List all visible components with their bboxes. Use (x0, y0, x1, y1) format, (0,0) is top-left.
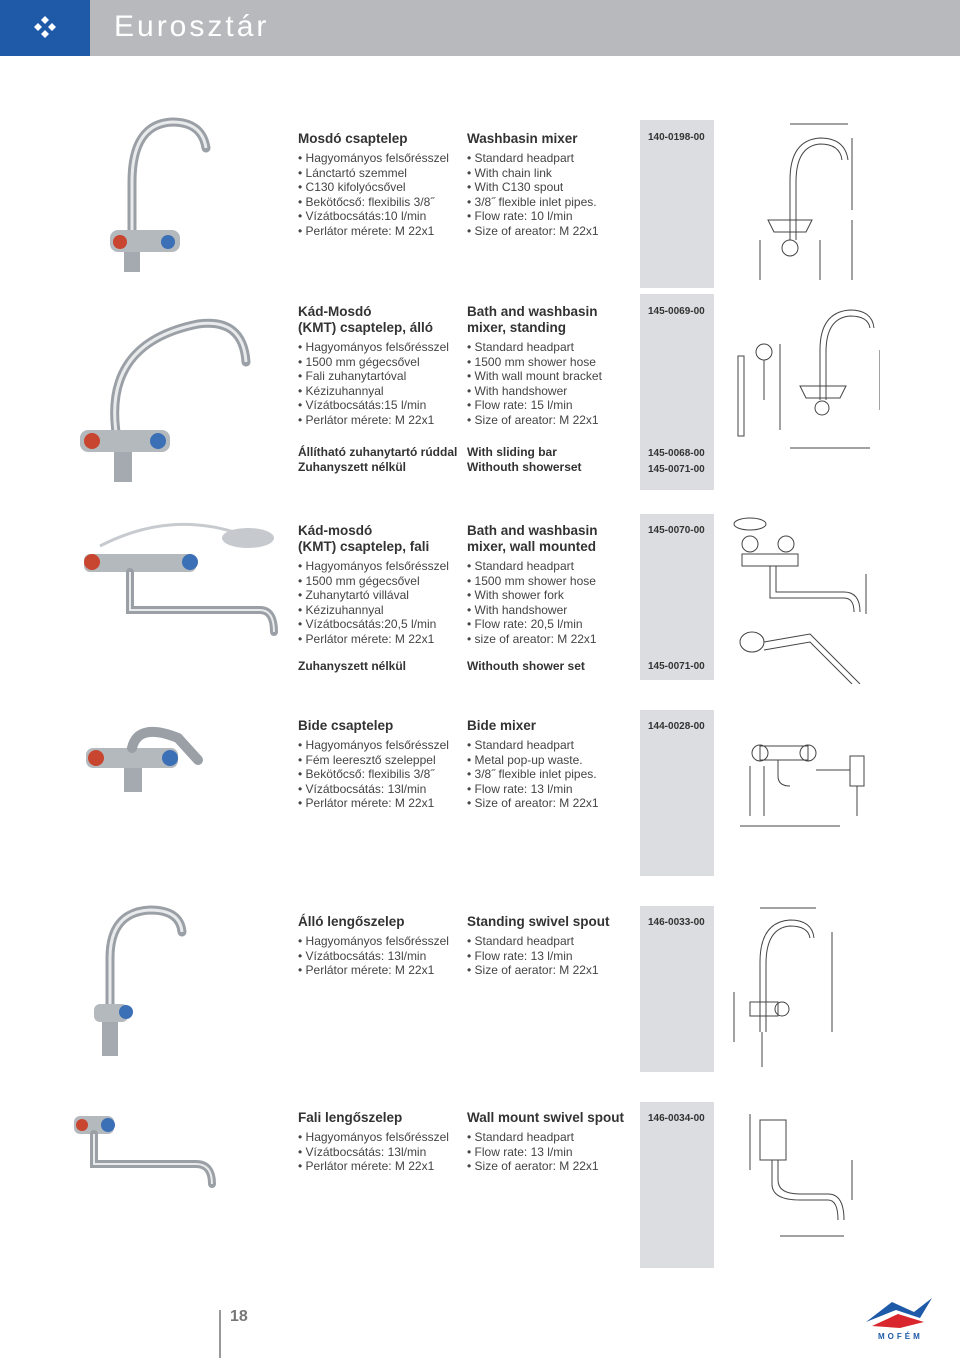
list-item: • Standard headpart (467, 934, 574, 948)
list-item: • Bekötőcső: flexibilis 3/8˝ (298, 767, 435, 782)
list-item: • Fém leeresztő szeleppel (298, 752, 436, 767)
list-item: • Metal pop-up waste. (467, 752, 583, 767)
list-item: • Standard headpart (467, 340, 574, 354)
list-item: • With handshower (467, 602, 568, 617)
header-logo (0, 0, 90, 56)
product-title-en-line2: mixer, standing (467, 320, 567, 335)
technical-drawing (720, 716, 890, 846)
list-item: • Kézizuhannyal (298, 383, 384, 398)
product-title-hu-line2: (KMT) csaptelep, álló (298, 320, 434, 335)
product-code: 146-0034-00 (648, 1113, 705, 1124)
product-title-hu-line2: (KMT) csaptelep, fali (298, 539, 430, 554)
page-header (0, 0, 960, 56)
list-item: • Hagyományos felsőrésszel (298, 340, 449, 354)
product-code: 145-0068-00 (648, 448, 705, 459)
list-item: • Flow rate: 13 l/min (467, 781, 573, 796)
technical-drawing (720, 1100, 860, 1250)
product-code: 145-0071-00 (648, 661, 705, 672)
list-item: • With handshower (467, 383, 568, 398)
list-item: • Perlátor mérete: M 22x1 (298, 796, 435, 811)
variant-label: Withouth shower set (467, 659, 585, 673)
list-item: • Vízátbocsátás: 13l/min (298, 1144, 427, 1159)
product-5-en (467, 914, 637, 978)
product-6-hu (298, 1110, 463, 1174)
list-item: • Standard headpart (467, 151, 574, 165)
list-item: • Vízátbocsátás: 13l/min (298, 948, 427, 963)
list-item: • Perlátor mérete: M 22x1 (298, 963, 435, 978)
product-title-hu: Bide csaptelep (298, 718, 394, 733)
list-item: • Size of aerator: M 22x1 (467, 963, 599, 978)
list-item: • Flow rate: 10 l/min (467, 209, 573, 224)
list-item: • Hagyományos felsőrésszel (298, 1130, 449, 1144)
technical-drawing (720, 120, 860, 290)
product-title-en: Bide mixer (467, 718, 537, 733)
list-item: • Hagyományos felsőrésszel (298, 151, 449, 165)
product-title-en: Bath and washbasin (467, 523, 598, 538)
product-title-en: Bath and washbasin (467, 304, 598, 319)
code-panel (640, 120, 714, 288)
list-item: • Hagyományos felsőrésszel (298, 738, 449, 752)
variant-label: With sliding bar (467, 445, 557, 459)
list-item: • 1500 mm shower hose (467, 354, 596, 369)
page-number-divider (219, 1310, 221, 1358)
list-item: • C130 kifolyócsővel (298, 180, 406, 195)
list-item: • Size of areator: M 22x1 (467, 223, 599, 238)
product-title-hu: Mosdó csaptelep (298, 131, 408, 146)
product-title-en: Wall mount swivel spout (467, 1110, 625, 1125)
code-panel (640, 710, 714, 876)
technical-drawing (720, 514, 880, 684)
list-item: • Size of aerator: M 22x1 (467, 1159, 599, 1174)
list-item: • With chain link (467, 165, 552, 180)
product-title-en-line2: mixer, wall mounted (467, 539, 597, 554)
list-item: • Zuhanytartó villával (298, 588, 409, 603)
list-item: • 1500 mm gégecsővel (298, 573, 420, 588)
list-item: • Perlátor mérete: M 22x1 (298, 631, 435, 646)
product-2-en (467, 304, 637, 428)
list-item: • 3/8˝ flexible inlet pipes. (467, 194, 597, 209)
product-code: 145-0070-00 (648, 525, 705, 536)
product-code: 145-0069-00 (648, 306, 705, 317)
product-6-en (467, 1110, 637, 1174)
product-4-hu (298, 718, 463, 811)
list-item: • Size of areator: M 22x1 (467, 796, 599, 811)
code-panel (640, 294, 714, 490)
page-number: 18 (230, 1308, 248, 1325)
list-item: • Hagyományos felsőrésszel (298, 934, 449, 948)
product-photo-standing-swivel-spout (70, 898, 200, 1066)
list-item: • Size of areator: M 22x1 (467, 412, 599, 427)
product-title-hu: Álló lengőszelep (298, 914, 405, 929)
product-code: 140-0198-00 (648, 132, 705, 143)
list-item: • Vízátbocsátás:10 l/min (298, 209, 427, 224)
list-item: • Vízátbocsátás: 13l/min (298, 781, 427, 796)
diamond-cluster-icon (34, 16, 56, 38)
list-item: • With wall mount bracket (467, 369, 602, 384)
list-item: • Flow rate: 13 l/min (467, 948, 573, 963)
page-title: Eurosztár (114, 10, 270, 43)
product-3-hu (298, 523, 463, 647)
list-item: • Perlátor mérete: M 22x1 (298, 1159, 435, 1174)
product-title-hu: Kád-mosdó (298, 523, 373, 538)
product-photo-wall-swivel-spout (66, 1096, 226, 1200)
list-item: • Flow rate: 13 l/min (467, 1144, 573, 1159)
list-item: • Flow rate: 15 l/min (467, 398, 573, 413)
product-2-hu (298, 304, 463, 428)
code-panel (640, 1102, 714, 1268)
product-title-hu: Fali lengőszelep (298, 1110, 403, 1125)
list-item: • Standard headpart (467, 1130, 574, 1144)
product-1-en (467, 131, 637, 239)
product-photo-bide-mixer (78, 708, 208, 800)
product-code: 144-0028-00 (648, 721, 705, 732)
list-item: • 1500 mm shower hose (467, 573, 596, 588)
technical-drawing (720, 300, 880, 465)
code-panel (640, 906, 714, 1072)
technical-drawing (720, 902, 850, 1077)
code-panel (640, 514, 714, 680)
product-title-en: Washbasin mixer (467, 131, 578, 146)
variant-label: Állítható zuhanytartó rúddal (298, 445, 458, 459)
variant-label: Withouth showerset (467, 460, 582, 474)
list-item: • Hagyományos felsőrésszel (298, 559, 449, 573)
brand-logo (862, 1292, 934, 1347)
list-item: • Fali zuhanytartóval (298, 369, 407, 384)
variant-label: Zuhanyszett nélkül (298, 659, 407, 673)
list-item: • Vízátbocsátás:15 l/min (298, 398, 427, 413)
product-5-hu (298, 914, 463, 978)
variant-label: Zuhanyszett nélkül (298, 460, 407, 474)
list-item: • Perlátor mérete: M 22x1 (298, 412, 435, 427)
list-item: • Standard headpart (467, 559, 574, 573)
product-3-en (467, 523, 637, 647)
list-item: • Standard headpart (467, 738, 574, 752)
list-item: • Bekötőcső: flexibilis 3/8˝ (298, 194, 435, 209)
list-item: • With shower fork (467, 588, 564, 603)
list-item: • 1500 mm gégecsővel (298, 354, 420, 369)
product-photo-bath-mixer-wall (60, 506, 286, 654)
list-item: • Vízátbocsátás:20,5 l/min (298, 617, 437, 632)
product-title-en: Standing swivel spout (467, 914, 610, 929)
product-code: 145-0071-00 (648, 464, 705, 475)
product-code: 146-0033-00 (648, 917, 705, 928)
product-photo-bath-mixer-standing (58, 304, 254, 492)
list-item: • Flow rate: 20,5 l/min (467, 617, 583, 632)
brand-name: MOFÉM (878, 1332, 923, 1341)
list-item: • Perlátor mérete: M 22x1 (298, 223, 435, 238)
list-item: • Lánctartó szemmel (298, 165, 407, 180)
list-item: • With C130 spout (467, 180, 564, 195)
product-photo-washbasin-mixer (92, 112, 216, 280)
product-4-en (467, 718, 637, 811)
list-item: • Kézizuhannyal (298, 602, 384, 617)
product-title-hu: Kád-Mosdó (298, 304, 372, 319)
list-item: • 3/8˝ flexible inlet pipes. (467, 767, 597, 782)
product-1-hu (298, 131, 463, 239)
list-item: • size of areator: M 22x1 (467, 631, 597, 646)
